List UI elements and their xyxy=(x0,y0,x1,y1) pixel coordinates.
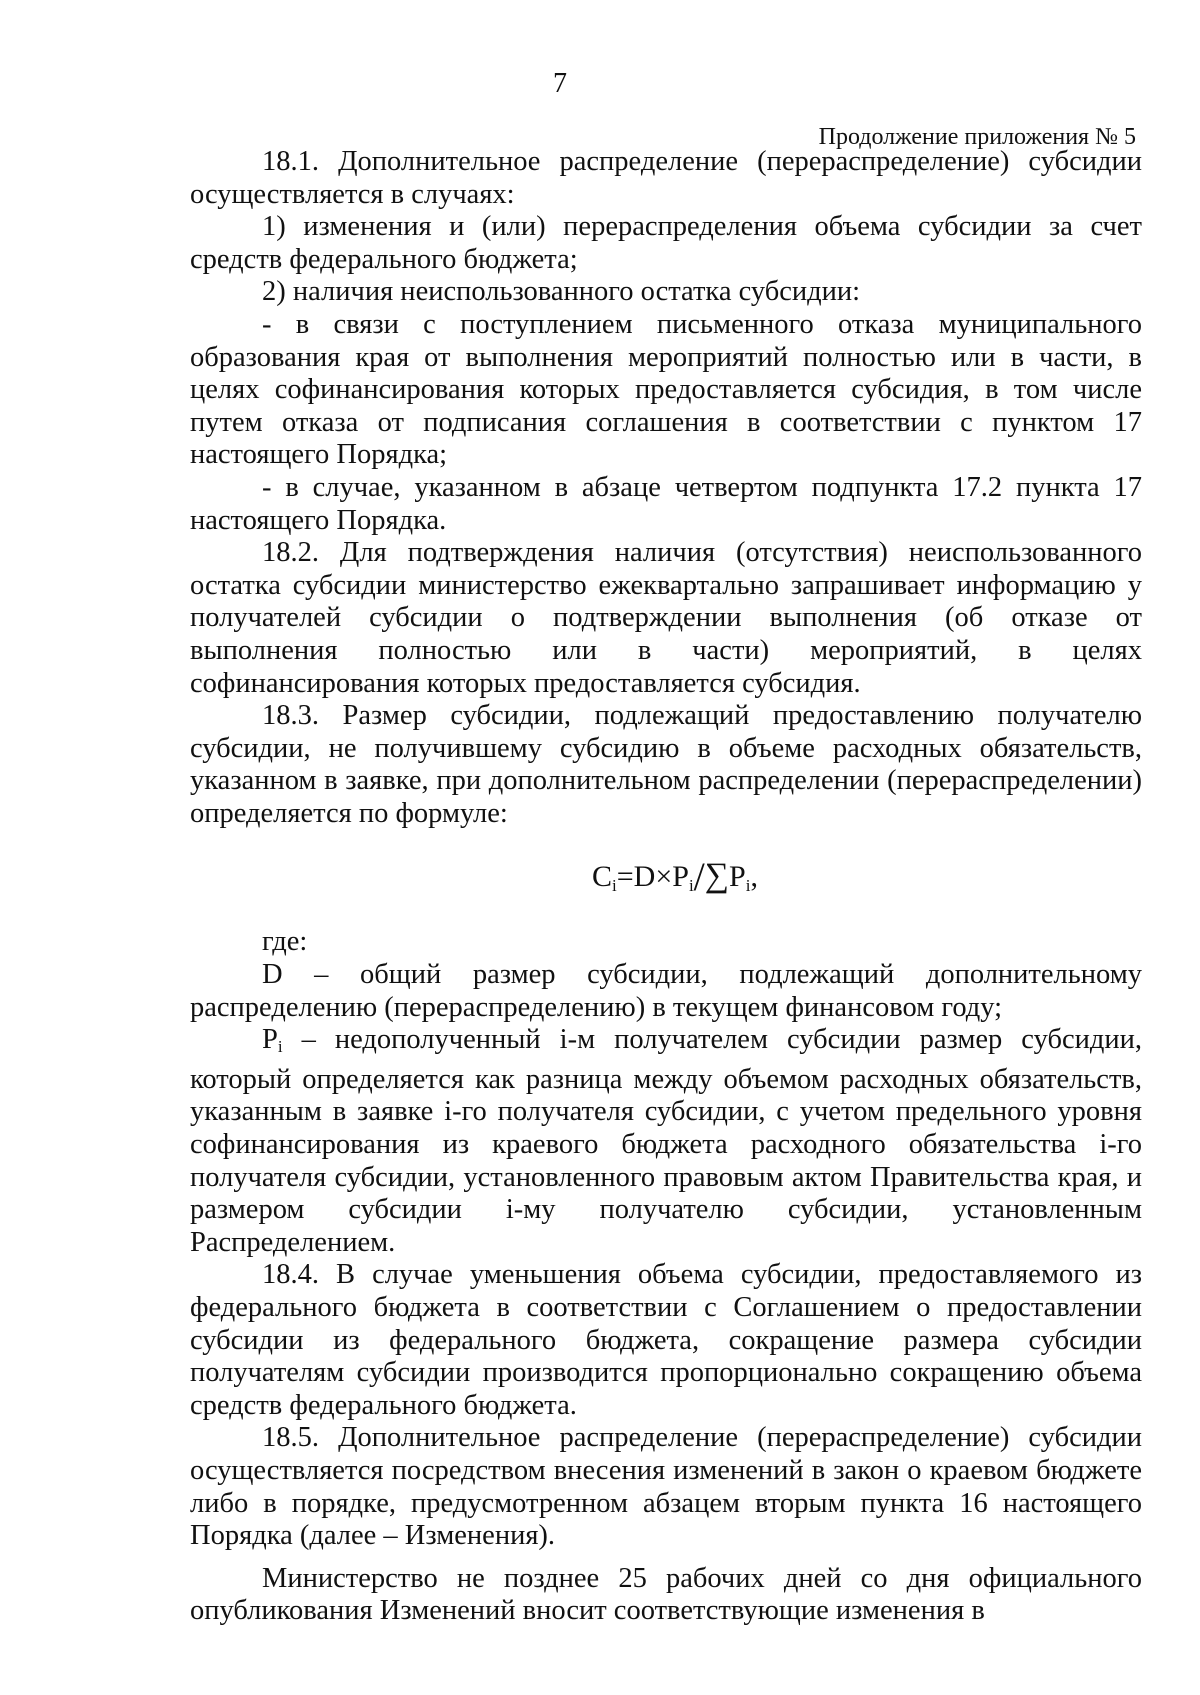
pi-symbol: P xyxy=(262,1024,278,1056)
paragraph-18-1: 18.1. Дополнительное распределение (перераспределение) субсидии осуществляется в случаях: xyxy=(190,146,1142,210)
pi-definition-text: – недополученный i-м получателем субсидии размер субсидии, который определяется как разница между объемом расходных обязательств, указанным в заявке i-го получателя субсидии, с учетом предельного уровня софинансирования из краевого бюджета расходного обязательства i-го получателя субсидии, установленного правовым актом Правительства края, и размером субсидии i-му получателю субсидии, установленным Распределением. xyxy=(190,1024,1142,1258)
formula-slash: / xyxy=(693,854,705,900)
formula-sub-i-3: i xyxy=(745,876,751,896)
subsidy-formula xyxy=(592,854,758,904)
paragraph-where: где: xyxy=(262,926,308,958)
paragraph-18-4: 18.4. В случае уменьшения объема субсидии, предоставляемого из федерального бюджета в соответствии с Соглашением о предоставлении субсидии из федерального бюджета, сокращение размера субсидии получателям субсидии производится пропорционально сокращению объема средств федерального бюджета. xyxy=(190,1259,1142,1421)
formula-d-times-p: =D×P xyxy=(616,860,689,894)
paragraph-18-3: 18.3. Размер субсидии, подлежащий предоставлению получателю субсидии, не получившему субсидию в объеме расходных обязательств, указанном в заявке, при дополнительном распределении (перераспределении) определяется по формуле: xyxy=(190,700,1142,829)
formula-sub-i: i xyxy=(612,876,617,896)
paragraph-18-5: 18.5. Дополнительное распределение (перераспределение) субсидии осуществляется посредством внесения изменений в закон о краевом бюджете либо в порядке, предусмотренном абзацем вторым пункта 16 настоящего Порядка (далее – Изменения). xyxy=(190,1422,1142,1552)
paragraph-18-2: 18.2. Для подтверждения наличия (отсутствия) неиспользованного остатка субсидии министерство ежеквартально запрашивает информацию у получателей субсидии о подтверждении выполнения (об отказе от выполнения полностью или в части) мероприятий, в целях софинансирования которых предоставляется субсидия. xyxy=(190,537,1142,699)
formula-tail: , xyxy=(750,860,758,894)
formula-sum-symbol: ∑ xyxy=(704,857,730,895)
paragraph-case-1: 1) изменения и (или) перераспределения объема субсидии за счет средств федерального бюджета; xyxy=(190,211,1142,275)
page-number: 7 xyxy=(553,68,567,99)
paragraph-case-2: 2) наличия неиспользованного остатка субсидии: xyxy=(262,276,861,308)
document-body xyxy=(190,146,1142,1628)
paragraph-ministry: Министерство не позднее 25 рабочих дней со дня официального опубликования Изменений вносит соответствующие изменения в xyxy=(190,1562,1142,1627)
formula-block xyxy=(190,830,1142,926)
formula-p: P xyxy=(729,860,746,894)
paragraph-definition-d: D – общий размер субсидии, подлежащий дополнительному распределению (перераспределению) в текущем финансовом году; xyxy=(190,959,1142,1023)
formula-sub-i-2: i xyxy=(688,876,694,896)
pi-subscript: i xyxy=(277,1037,283,1057)
formula-c: C xyxy=(592,860,613,894)
paragraph-case-2-refusal: - в связи с поступлением письменного отказа муниципального образования края от выполнения мероприятий полностью или в части, в целях софинансирования которых предоставляется субсидия, в том числе путем отказа от подписания соглашения в соответствии с пунктом 17 настоящего Порядка; xyxy=(190,308,1142,471)
paragraph-definition-pi xyxy=(190,1024,1142,1259)
paragraph-case-2-clause: - в случае, указанном в абзаце четвертом подпункта 17.2 пункта 17 настоящего Порядка. xyxy=(190,471,1142,536)
appendix-continuation-label: Продолжение приложения № 5 xyxy=(818,124,1136,150)
